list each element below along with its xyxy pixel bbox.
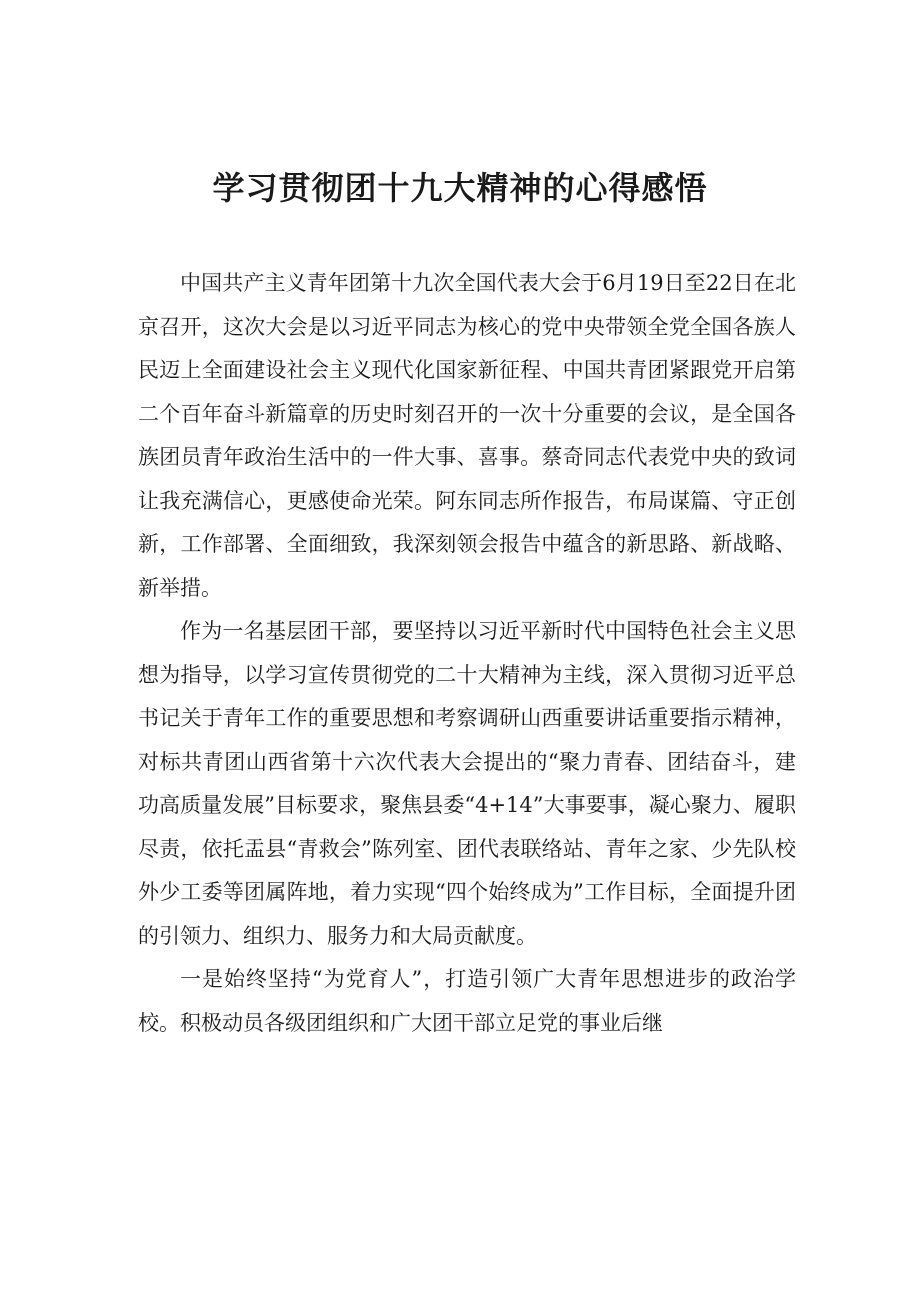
paragraph-1: 中国共产主义青年团第十九次全国代表大会于6月19日至22日在北京召开，这次大会是以习近平同志为核心的党中央带领全党全国各族人民迈上全面建设社会主义现代化国家新征程、中国共青团紧跟党开启第二个百年奋斗新篇章的历史时刻召开的一次十分重要的会议，是全国各族团员青年政治生活中的一件大事、喜事。蔡奇同志代表党中央的致词让我充满信心，更感使命光荣。阿东同志所作报告，布局谋篇、守正创新，工作部署、全面细致，我深刻领会报告中蕴含的新思路、新战略、新举措。	[138, 271, 796, 600]
document-title: 学习贯彻团十九大精神的心得感悟	[212, 169, 708, 207]
paragraph-3: 一是始终坚持“为党育人”，打造引领广大青年思想进步的政治学校。积极动员各级团组织和广大团干部立足党的事业后继	[138, 967, 796, 1035]
paragraph-2: 作为一名基层团干部，要坚持以习近平新时代中国特色社会主义思想为指导，以学习宣传贯彻党的二十大精神为主线，深入贯彻习近平总书记关于青年工作的重要思想和考察调研山西重要讲话重要指示精神，对标共青团山西省第十六次代表大会提出的“聚力青春、团结奋斗，建功高质量发展”目标要求，聚焦县委“4+14”大事要事，凝心聚力、履职尽责，依托盂县“青救会”陈列室、团代表联络站、青年之家、少先队校外少工委等团属阵地，着力实现“四个始终成为”工作目标，全面提升团的引领力、组织力、服务力和大局贡献度。	[138, 619, 796, 948]
document-body	[138, 262, 796, 1045]
